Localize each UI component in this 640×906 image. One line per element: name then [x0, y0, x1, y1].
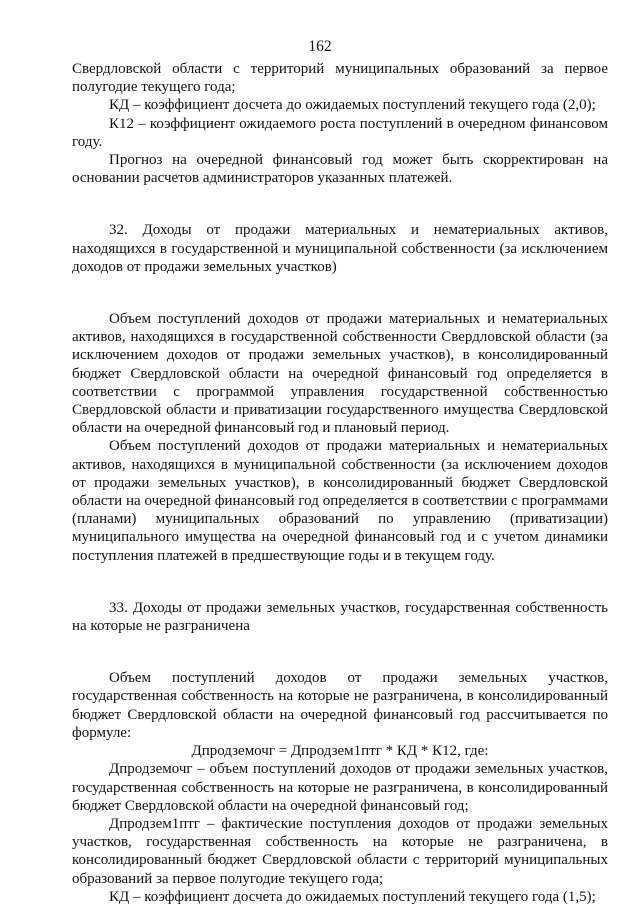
- intro-paragraph-3: К12 – коэффициент ожидаемого роста поступлений в очередном финансовом году.: [72, 115, 608, 150]
- formula: Дпродземочг = Дпродзем1птг * КД * К12, где:: [191, 743, 489, 760]
- section-32-paragraph-1: Объем поступлений доходов от продажи материальных и нематериальных активов, находящихся в государственной собственности Свердловской области (за исключением доходов от продажи земельных участков), в консолидированный бюджет Свердловской области на очередной финансовый год определяется в соответствии с программой управления государственной собственностью Свердловской области и приватизации государственного имущества Свердловской области на очередной финансовый год и плановый период.: [72, 311, 608, 437]
- spacer: [72, 276, 608, 310]
- spacer: [72, 635, 608, 669]
- section-33-paragraph-3: Дпродзем1птг – фактические поступления доходов от продажи земельных участков, государственная собственность на которые не разграничена, в консолидированный бюджет Свердловской области с территорий муниципальных образований за первое полугодие текущего года;: [72, 815, 608, 887]
- section-33-paragraph-1: Объем поступлений доходов от продажи земельных участков, государственная собственность на которые не разграничена, в консолидированный бюджет Свердловской области на очередной финансовый год рассчитывается по формуле:: [72, 670, 608, 741]
- section-33-heading: 33. Доходы от продажи земельных участков, государственная собственность на которые не разграничена: [72, 599, 608, 635]
- page-number: 162: [308, 38, 332, 55]
- spacer: [72, 187, 608, 221]
- intro-paragraph-1: Свердловской области с территорий муниципальных образований за первое полугодие текущего года;: [72, 61, 608, 96]
- intro-paragraph-2: КД – коэффициент досчета до ожидаемых поступлений текущего года (2,0);: [109, 97, 596, 114]
- section-33-paragraph-4: КД – коэффициент досчета до ожидаемых поступлений текущего года (1,5);: [109, 888, 596, 905]
- section-32-paragraph-2: Объем поступлений доходов от продажи материальных и нематериальных активов, находящихся в муниципальной собственности (за исключением доходов от продажи земельных участков), в консолидированный бюджет Свердловской области на очередной финансовый год определяется в соответствии с программами (планами) муниципальных образований по управлению (приватизации) муниципального имущества на очередной финансовый год и с учетом динамики поступления платежей в предшествующие годы и в текущем году.: [72, 438, 608, 564]
- intro-paragraph-4: Прогноз на очередной финансовый год может быть скорректирован на основании расчетов администраторов указанных платежей.: [72, 152, 608, 187]
- section-33-paragraph-2: Дпродземочг – объем поступлений доходов от продажи земельных участков, государственная собственность на которые не разграничена, в консолидированный бюджет Свердловской области на очередной финансовый год;: [72, 761, 608, 814]
- section-32-heading: 32. Доходы от продажи материальных и нематериальных активов, находящихся в государственной и муниципальной собственности (за исключением доходов от продажи земельных участков): [72, 222, 608, 275]
- document-body: [72, 60, 608, 906]
- spacer: [72, 565, 608, 599]
